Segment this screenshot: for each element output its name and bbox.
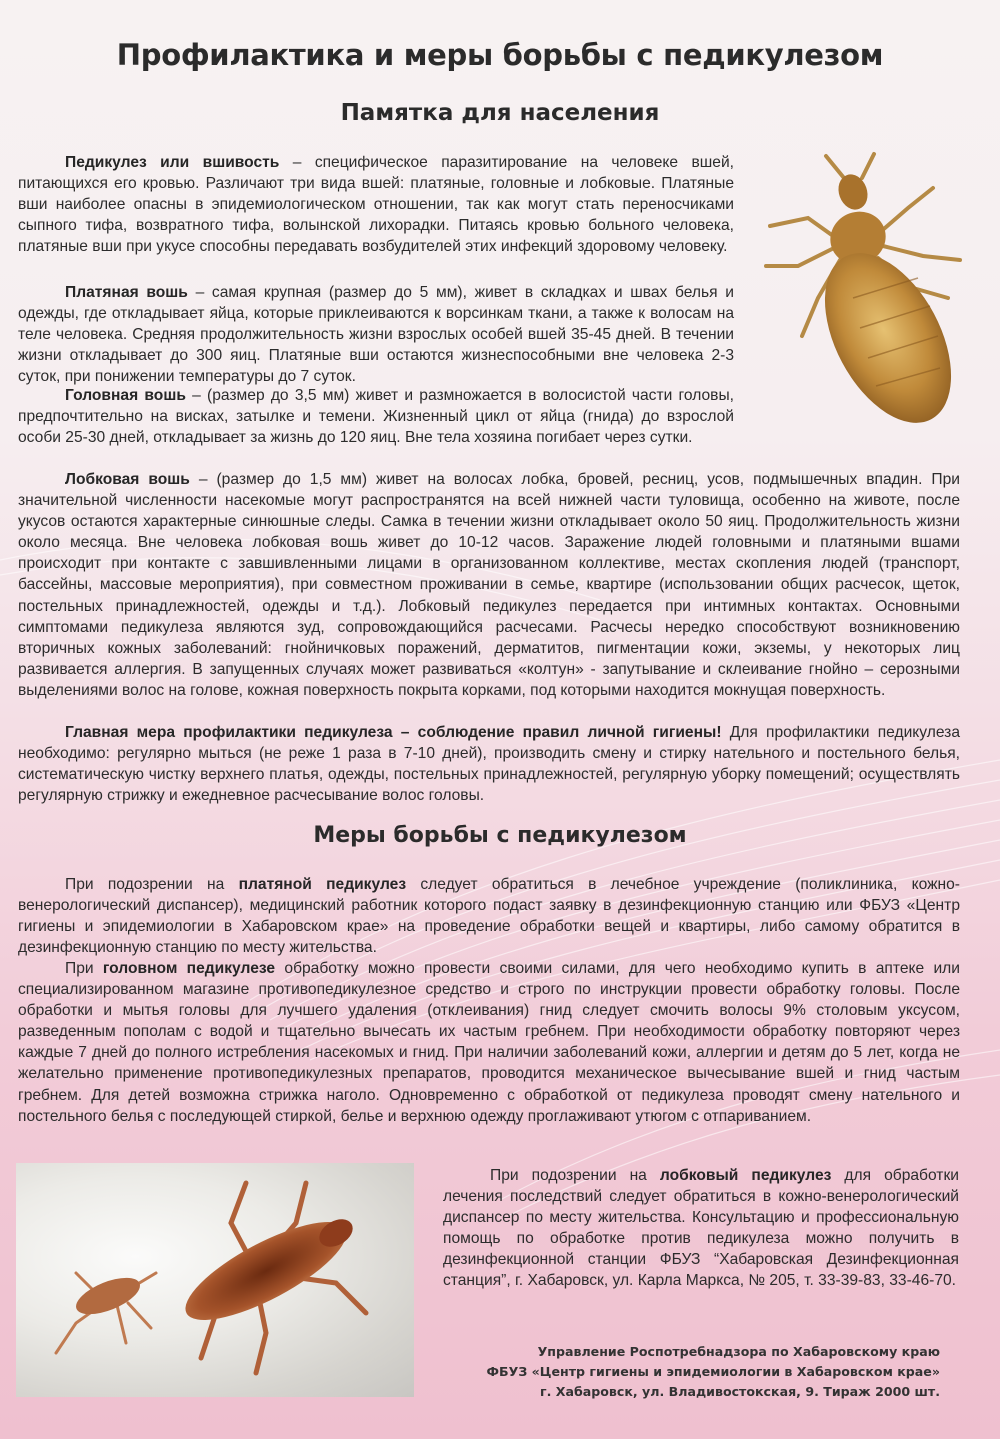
body-louse-measures-paragraph: При подозрении на платяной педикулез следует обратиться в лечебное учреждение (поликлиника, кожно-венерологический диспансер), медицинский работник которого подаст заявку в дезинфекционную станцию или ФБУЗ «Центр гигиены и эпидемиологии в Хабаровском крае» на проведение обработки вещей и квартиры, либо самому обратится в дезинфекционную станцию по месту жительства. bbox=[18, 876, 960, 957]
head-louse-measures-paragraph: При головном педикулезе обработку можно провести своими силами, для чего необходимо купить в аптеке или специализированном магазине противопедикулезное средство и строго по инструкции провести обработку головы. После обработки и мытья головы для лучшего удаления (отклеивания) гнид следует смочить волосы 9% столовым уксусом, разведенным пополам с водой и тщательно вычесать их частым гребнем. При необходимости обработку повторяют через каждые 7 дней до полного истребления насекомых и гнид. При наличии заболеваний кожи, аллергии и детям до 5 лет, когда не желательно применение противопедикулезных препаратов, проводится механическое вычесывание вшей и гнид частым гребнем. Для детей возможна стрижка наголо. Одновременно с обработкой от педикулеза проводят смену нательного и постельного белья с последующей стиркой, белье и верхнюю одежду проглаживают утюгом с отпариванием. bbox=[18, 960, 960, 1125]
pubic-louse-paragraph: Лобковая вошь – (размер до 1,5 мм) живет на волосах лобка, бровей, ресниц, усов, подмышечных впадин. При значительной численности насекомые могут распространятся на всей нижней части туловища, особенно на животе, после укусов остаются характерные синюшные следы. Самка в течении жизни откладывает около 50 яиц. Продолжительность жизни около месяца. Вне человека лобковая вошь живет до 10-12 часов. Заражение людей головными и платяными вшами происходит при контакте с завшивленными лицами в организованном коллективе, местах скопления людей (транспорт, бассейны, массовые мероприятия), при совместном проживании в семье, квартире (использовании общих расчесок, щеток, постельных принадлежностей, одежды и т.д.). Лобковый педикулез передается при интимных контактах. Основными симптомами педикулеза являются зуд, сопровождающийся расчесами. Расчесы нередко способствуют возникновению вторичных кожных заболеваний: гнойничковых поражений, дерматитов, пигментации кожи, экземы, у некоторых лиц развивается аллергия. В запущенных случаях может развиваться «колтун» - запутывание и склеивание гнойно – серозными выделениями волос на голове, кожная поверхность покрыта корками, под которыми находится мокнущая поверхность. bbox=[18, 471, 960, 699]
footer-credits bbox=[420, 1342, 940, 1402]
head-louse-paragraph: Головная вошь – (размер до 3,5 мм) живет и размножается в волосистой части головы, предпочтительно на висках, затылке и темени. Жизненный цикл от яйца (гнида) до взрослой особи 25-30 дней, откладывает за жизнь до 120 яиц. Вне тела хозяина погибает через сутки. bbox=[18, 387, 734, 447]
pubic-lice-photo bbox=[16, 1163, 414, 1397]
footer-line: Управление Роспотребнадзора по Хабаровскому краю bbox=[537, 1344, 940, 1359]
footer-line: ФБУЗ «Центр гигиены и эпидемиологии в Хабаровском крае» bbox=[486, 1364, 940, 1379]
section-title: Меры борьбы с педикулезом bbox=[313, 823, 687, 848]
footer-line: г. Хабаровск, ул. Владивостокская, 9. Тираж 2000 шт. bbox=[539, 1384, 940, 1399]
pubic-louse-measures-paragraph: При подозрении на лобковый педикулез для обработки лечения последствий следует обратиться в кожно-венерологический диспансер по месту жительства. Консультацию и профессиональную помощь по обработке против педикулеза можно получить в дезинфекционной станции ФБУЗ “Хабаровская Дезинфекционная станция”, г. Хабаровск, ул. Карла Маркса, № 205, т. 33-39-83, 33-46-70. bbox=[443, 1167, 959, 1290]
intro-paragraph: Педикулез или вшивость – специфическое паразитирование на человеке вшей, питающихся его кровью. Различают три вида вшей: платяные, головные и лобковые. Платяные вши наиболее опасны в эпидемиологическом отношении, так как могут стать переносчиками сыпного тифа, возвратного тифа, волынской лихорадки. Питаясь кровью больного человека, платяные вши при укусе способны передавать возбудителей этих инфекций здоровому человеку. bbox=[18, 154, 734, 256]
page-subtitle: Памятка для населения bbox=[340, 100, 660, 126]
body-louse-illustration bbox=[748, 148, 970, 440]
page-title: Профилактика и меры борьбы с педикулезом bbox=[116, 38, 884, 72]
hygiene-paragraph: Главная мера профилактики педикулеза – соблюдение правил личной гигиены! Для профилактики педикулеза необходимо: регулярно мыться (не реже 1 раза в 7-10 дней), производить смену и стирку нательного и постельного белья, систематическую чистку верхнего платья, одежды, постельных принадлежностей, регулярную уборку помещений; осуществлять регулярную стрижку и ежедневное расчесывание волос головы. bbox=[18, 724, 961, 805]
body-louse-paragraph: Платяная вошь – самая крупная (размер до 5 мм), живет в складках и швах белья и одежды, где откладывает яйца, которые приклеиваются к ворсинкам ткани, а также к волосам на теле человека. Средняя продолжительность жизни взрослых особей вшей 35-45 дней. В течении жизни откладывает до 300 яиц. Платяные вши остаются жизнеспособными вне человека 2-3 суток, при понижении температуры до 7 суток. bbox=[18, 284, 734, 386]
